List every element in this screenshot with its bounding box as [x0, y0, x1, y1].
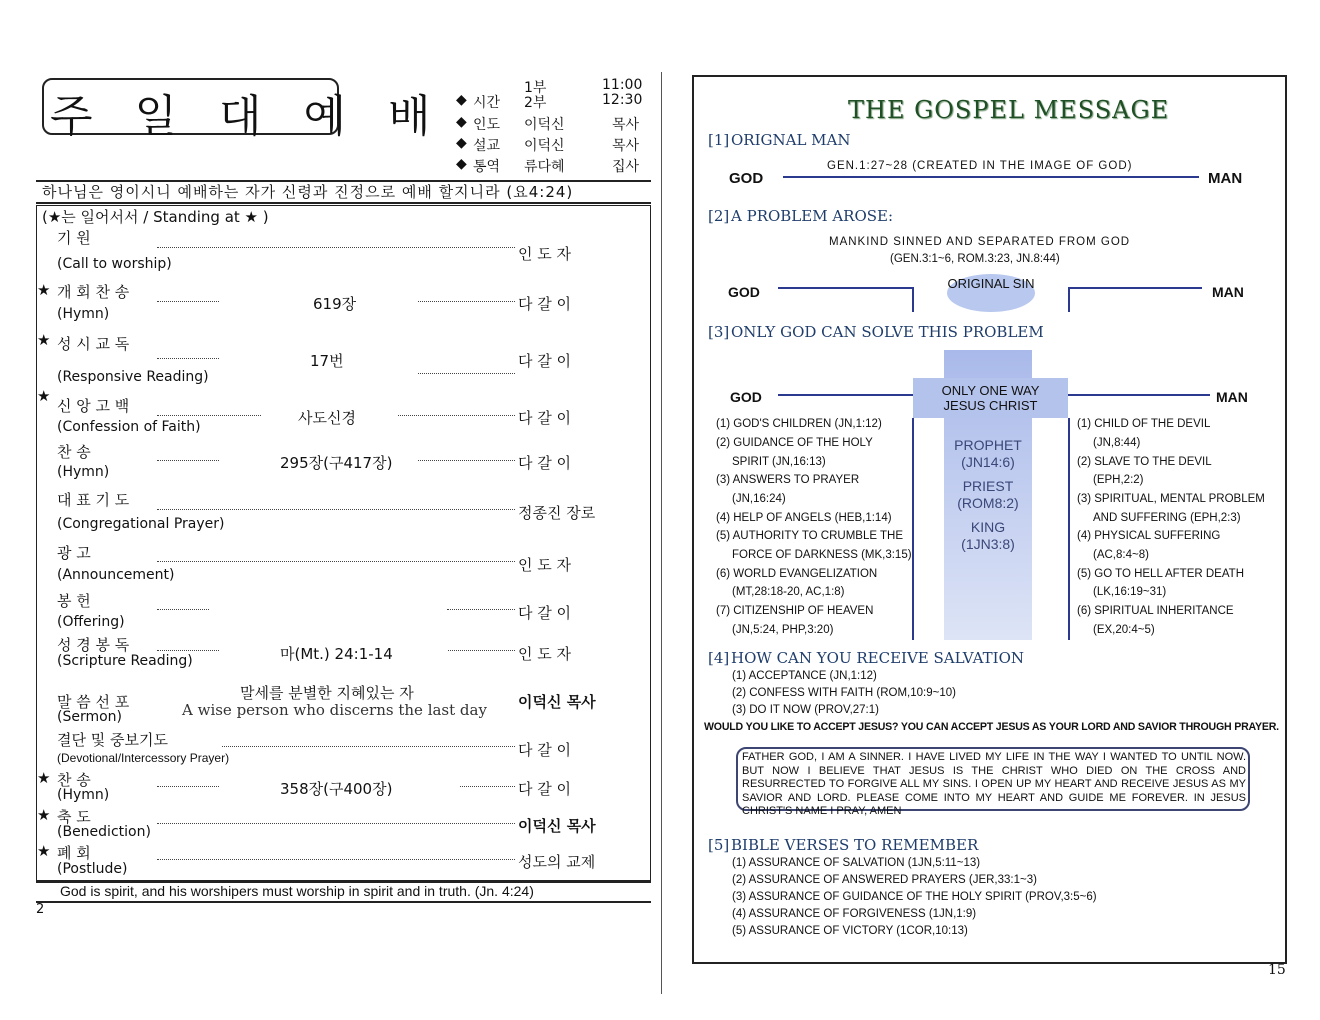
god-side-item: (4) HELP OF ANGELS (HEB,1:14) — [716, 512, 892, 524]
order-item-person: 정종진 장로 — [518, 504, 596, 522]
order-item-person: 성도의 교제 — [518, 853, 596, 871]
man-side-item: (LK,16:19~31) — [1093, 586, 1167, 598]
section-title: ONLY GOD CAN SOLVE THIS PROBLEM — [731, 323, 1044, 341]
leader-dots — [398, 415, 515, 416]
order-item-kr: 개 회 찬 송 — [57, 283, 130, 301]
order-item-detail: 마(Mt.) 24:1-14 — [280, 645, 393, 663]
column-rule-left — [912, 418, 914, 640]
time-part-2: 2부 — [524, 95, 547, 111]
broken-line-left — [778, 287, 914, 289]
time-label: 시간 — [473, 95, 501, 111]
verse-korean: 하나님은 영이시니 예배하는 자가 신령과 진정으로 예배 할지니라 (요4:24) — [42, 183, 574, 201]
s4-item: (1) ACCEPTANCE (JN,1:12) — [732, 670, 877, 682]
standing-star: ★ — [37, 281, 51, 299]
broken-line-right — [1068, 287, 1202, 289]
order-item-kr: 축 도 — [57, 808, 91, 826]
god-side-item: (2) GUIDANCE OF THE HOLY — [716, 437, 873, 449]
standing-star: ★ — [37, 331, 51, 349]
info-name: 이덕신 — [524, 138, 565, 154]
man-label: MAN — [1216, 389, 1248, 405]
leader-dots — [460, 786, 515, 787]
leader-dots — [157, 609, 209, 610]
order-item-kr: 말 씀 선 포 — [57, 693, 130, 711]
order-item-person: 다 갈 이 — [518, 454, 572, 472]
info-name: 이덕신 — [524, 117, 565, 133]
leader-dots — [418, 373, 515, 374]
info-label: 인도 — [473, 117, 501, 133]
s2-caption: MANKIND SINNED AND SEPARATED FROM GOD — [829, 236, 1131, 248]
broken-line-right-drop — [1068, 287, 1070, 312]
god-side-item: (3) ANSWERS TO PRAYER — [716, 474, 860, 486]
section-number: [1] — [708, 131, 730, 149]
order-item-person: 다 갈 이 — [518, 741, 572, 759]
leader-dots — [157, 301, 219, 302]
man-side-item: (2) SLAVE TO THE DEVIL — [1077, 456, 1212, 468]
order-item-en: (Hymn) — [57, 787, 110, 803]
order-item-en: (Call to worship) — [57, 256, 172, 272]
order-item-kr: 기 원 — [57, 229, 91, 247]
man-side-item: (3) SPIRITUAL, MENTAL PROBLEM — [1077, 493, 1265, 505]
god-label: GOD — [728, 284, 760, 300]
god-side-item: (JN,5:24, PHP,3:20) — [732, 624, 834, 636]
info-role: 집사 — [612, 159, 640, 175]
cross-line-1: ONLY ONE WAY — [941, 383, 1040, 398]
standing-star: ★ — [37, 806, 51, 824]
leader-dots — [418, 301, 515, 302]
time-part-1: 1부 — [524, 80, 547, 96]
office-name: PROPHET — [954, 437, 1022, 453]
time-value-1: 11:00 — [602, 77, 643, 93]
office-ref: (ROM8:2) — [957, 495, 1019, 511]
god-label: GOD — [730, 389, 762, 405]
order-item-en: (Announcement) — [57, 567, 175, 583]
man-side-item: (EX,20:4~5) — [1093, 624, 1155, 636]
order-item-kr: 성 경 봉 독 — [57, 636, 130, 654]
original-sin-label: ORIGINAL SIN — [947, 276, 1035, 291]
section-number: [5] — [708, 836, 730, 854]
order-item-detail: 295장(구417장) — [280, 454, 393, 472]
order-item-person: 다 갈 이 — [518, 409, 572, 427]
order-item-kr: 찬 송 — [57, 771, 91, 789]
leader-dots — [157, 786, 219, 787]
god-side-item: (7) CITIZENSHIP OF HEAVEN — [716, 605, 874, 617]
order-item-en: (Devotional/Intercessory Prayer) — [57, 751, 230, 765]
leader-dots — [448, 650, 515, 651]
s4-item: (3) DO IT NOW (PROV,27:1) — [732, 704, 879, 716]
cross-label — [913, 383, 1068, 413]
man-side-item: (6) SPIRITUAL INHERITANCE — [1077, 605, 1234, 617]
line-to-cross-left — [778, 394, 913, 396]
order-item-kr: 대 표 기 도 — [57, 491, 130, 509]
cross-line-2: JESUS CHRIST — [943, 398, 1038, 413]
section-title: BIBLE VERSES TO REMEMBER — [731, 836, 979, 854]
s5-item: (3) ASSURANCE OF GUIDANCE OF THE HOLY SPIRIT (PROV,3:5~6) — [732, 891, 1097, 903]
order-item-detail: 358장(구400장) — [280, 780, 393, 798]
leader-dots — [157, 650, 219, 651]
order-item-en: (Hymn) — [57, 306, 110, 322]
section-number: [4] — [708, 649, 730, 667]
god-side-item: FORCE OF DARKNESS (MK,3:15) — [732, 549, 912, 561]
order-item-kr: 결단 및 중보기도 — [57, 731, 168, 749]
s5-item: (2) ASSURANCE OF ANSWERED PRAYERS (JER,33:1~3) — [732, 874, 1037, 886]
order-item-kr: 신 앙 고 백 — [57, 397, 130, 415]
s4-question: WOULD YOU LIKE TO ACCEPT JESUS? YOU CAN ACCEPT JESUS AS YOUR LORD AND SAVIOR THROUGH PRAYER. — [704, 721, 1279, 733]
god-side-item: (5) AUTHORITY TO CRUMBLE THE — [716, 530, 904, 542]
page-title: 주 일 대 예 배 — [50, 91, 445, 142]
god-side-item: (JN,16:24) — [732, 493, 786, 505]
prayer-text: FATHER GOD, I AM A SINNER. I HAVE LIVED MY LIFE IN THE WAY I WANTED TO UNTIL NOW. BUT NOW I BELIEVE THAT JESUS IS THE CHRIST WHO DIED ON THE CROSS AND RESURRECTED TO FORGIVE ALL MY SINS. I OPEN UP MY HEART AND RECEIVE JESUS AS MY SAVIOR AND LORD. PLEASE COME INTO MY HEART AND GUIDE ME FOREVER. IN JESUS CHRIST'S NAME I PRAY, AMEN — [742, 751, 1246, 817]
order-item-person: 다 갈 이 — [518, 604, 572, 622]
info-label: 설교 — [473, 138, 501, 154]
s5-item: (4) ASSURANCE OF FORGIVENESS (1JN,1:9) — [732, 908, 977, 920]
leader-dots — [157, 358, 219, 359]
office-name: KING — [970, 519, 1006, 535]
verse-english: God is spirit, and his worshipers must worship in spirit and in truth. (Jn. 4:24) — [60, 883, 534, 899]
order-item-kr: 봉 헌 — [57, 592, 91, 610]
bullet: ◆ — [456, 92, 467, 108]
man-side-item: AND SUFFERING (EPH,2:3) — [1093, 512, 1241, 524]
s5-item: (1) ASSURANCE OF SALVATION (1JN,5:11~13) — [732, 857, 981, 869]
order-item-en: (Hymn) — [57, 464, 110, 480]
god-label: GOD — [729, 170, 764, 187]
order-item-kr: 폐 회 — [57, 844, 91, 862]
s2-caption-refs: (GEN.3:1~6, ROM.3:23, JN.8:44) — [890, 253, 1060, 265]
man-label: MAN — [1208, 170, 1243, 187]
order-item-kr: 찬 송 — [57, 443, 91, 461]
standing-note: (★는 일어서서 / Standing at ★ ) — [42, 208, 269, 226]
order-item-person: 인 도 자 — [518, 645, 572, 663]
bullet: ◆ — [456, 156, 467, 172]
page-number-right: 15 — [1268, 962, 1286, 978]
connection-line — [783, 176, 1199, 178]
leader-dots — [157, 247, 515, 248]
office-name: PRIEST — [962, 478, 1014, 494]
order-item-en: (Postlude) — [57, 861, 128, 877]
leader-dots — [222, 746, 515, 747]
order-item-detail: 17번 — [310, 352, 344, 370]
order-item-person: 다 갈 이 — [518, 780, 572, 798]
section-title: A PROBLEM AROSE: — [731, 207, 894, 225]
leader-dots — [157, 415, 261, 416]
order-item-en: (Sermon) — [57, 709, 123, 725]
s5-item: (5) ASSURANCE OF VICTORY (1COR,10:13) — [732, 925, 968, 937]
god-side-item: (1) GOD'S CHILDREN (JN,1:12) — [716, 418, 882, 430]
order-item-person: 이덕신 목사 — [518, 693, 596, 711]
leader-dots — [157, 509, 515, 510]
order-item-person: 이덕신 목사 — [518, 817, 596, 835]
leader-dots — [447, 609, 515, 610]
info-role: 목사 — [612, 138, 640, 154]
office-king — [944, 519, 1032, 553]
standing-star: ★ — [37, 387, 51, 405]
page-divider — [661, 72, 662, 994]
info-role: 목사 — [612, 117, 640, 133]
man-side-item: (5) GO TO HELL AFTER DEATH — [1077, 568, 1244, 580]
line-to-cross-right — [1068, 394, 1210, 396]
order-item-en: (Offering) — [57, 614, 125, 630]
office-priest — [944, 478, 1032, 512]
leader-dots — [157, 859, 515, 860]
man-side-item: (JN,8:44) — [1093, 437, 1141, 449]
office-ref: (JN14:6) — [961, 454, 1015, 470]
leader-dots — [157, 460, 219, 461]
god-side-item: (MT,28:18-20, AC,1:8) — [732, 586, 845, 598]
order-item-person: 다 갈 이 — [518, 295, 572, 313]
s1-caption: GEN.1:27~28 (CREATED IN THE IMAGE OF GOD) — [827, 160, 1133, 172]
leader-dots — [157, 561, 515, 562]
order-item-detail: 사도신경 — [298, 409, 356, 427]
order-item-kr: 광 고 — [57, 544, 91, 562]
order-item-en: (Confession of Faith) — [57, 419, 201, 435]
section-title: ORIGNAL MAN — [731, 131, 851, 149]
sermon-title-kr: 말세를 분별한 지혜있는 자 — [240, 684, 414, 702]
standing-star: ★ — [37, 842, 51, 860]
god-side-item: SPIRIT (JN,16:13) — [732, 456, 826, 468]
order-item-en: (Benediction) — [57, 824, 151, 840]
order-item-detail: 619장 — [313, 295, 357, 313]
man-side-item: (AC,8:4~8) — [1093, 549, 1149, 561]
gospel-title: THE GOSPEL MESSAGE — [848, 96, 1170, 124]
man-side-item: (1) CHILD OF THE DEVIL — [1077, 418, 1211, 430]
order-item-kr: 성 시 교 독 — [57, 335, 130, 353]
page-number-left: 2 — [36, 902, 45, 917]
office-prophet — [944, 437, 1032, 471]
order-item-person: 인 도 자 — [518, 556, 572, 574]
leader-dots — [418, 460, 515, 461]
column-rule-right — [1068, 418, 1070, 640]
man-side-item: (4) PHYSICAL SUFFERING — [1077, 530, 1221, 542]
god-side-item: (6) WORLD EVANGELIZATION — [716, 568, 878, 580]
info-label: 통역 — [473, 159, 501, 175]
order-item-person: 인 도 자 — [518, 245, 572, 263]
order-item-person: 다 갈 이 — [518, 352, 572, 370]
bullet: ◆ — [456, 114, 467, 130]
standing-star: ★ — [37, 769, 51, 787]
section-number: [2] — [708, 207, 730, 225]
order-item-en: (Congregational Prayer) — [57, 516, 225, 532]
bullet: ◆ — [456, 135, 467, 151]
leader-dots — [157, 823, 515, 824]
order-item-en: (Scripture Reading) — [57, 653, 193, 669]
broken-line-left-drop — [912, 287, 914, 312]
info-name: 류다혜 — [524, 159, 565, 175]
order-item-en: (Responsive Reading) — [57, 369, 209, 385]
office-ref: (1JN3:8) — [961, 536, 1015, 552]
section-number: [3] — [708, 323, 730, 341]
sermon-title-en: A wise person who discerns the last day — [182, 701, 487, 719]
s4-item: (2) CONFESS WITH FAITH (ROM,10:9~10) — [732, 687, 956, 699]
man-side-item: (EPH,2:2) — [1093, 474, 1144, 486]
man-label: MAN — [1212, 284, 1244, 300]
section-title: HOW CAN YOU RECEIVE SALVATION — [731, 649, 1024, 667]
time-value-2: 12:30 — [602, 92, 643, 108]
